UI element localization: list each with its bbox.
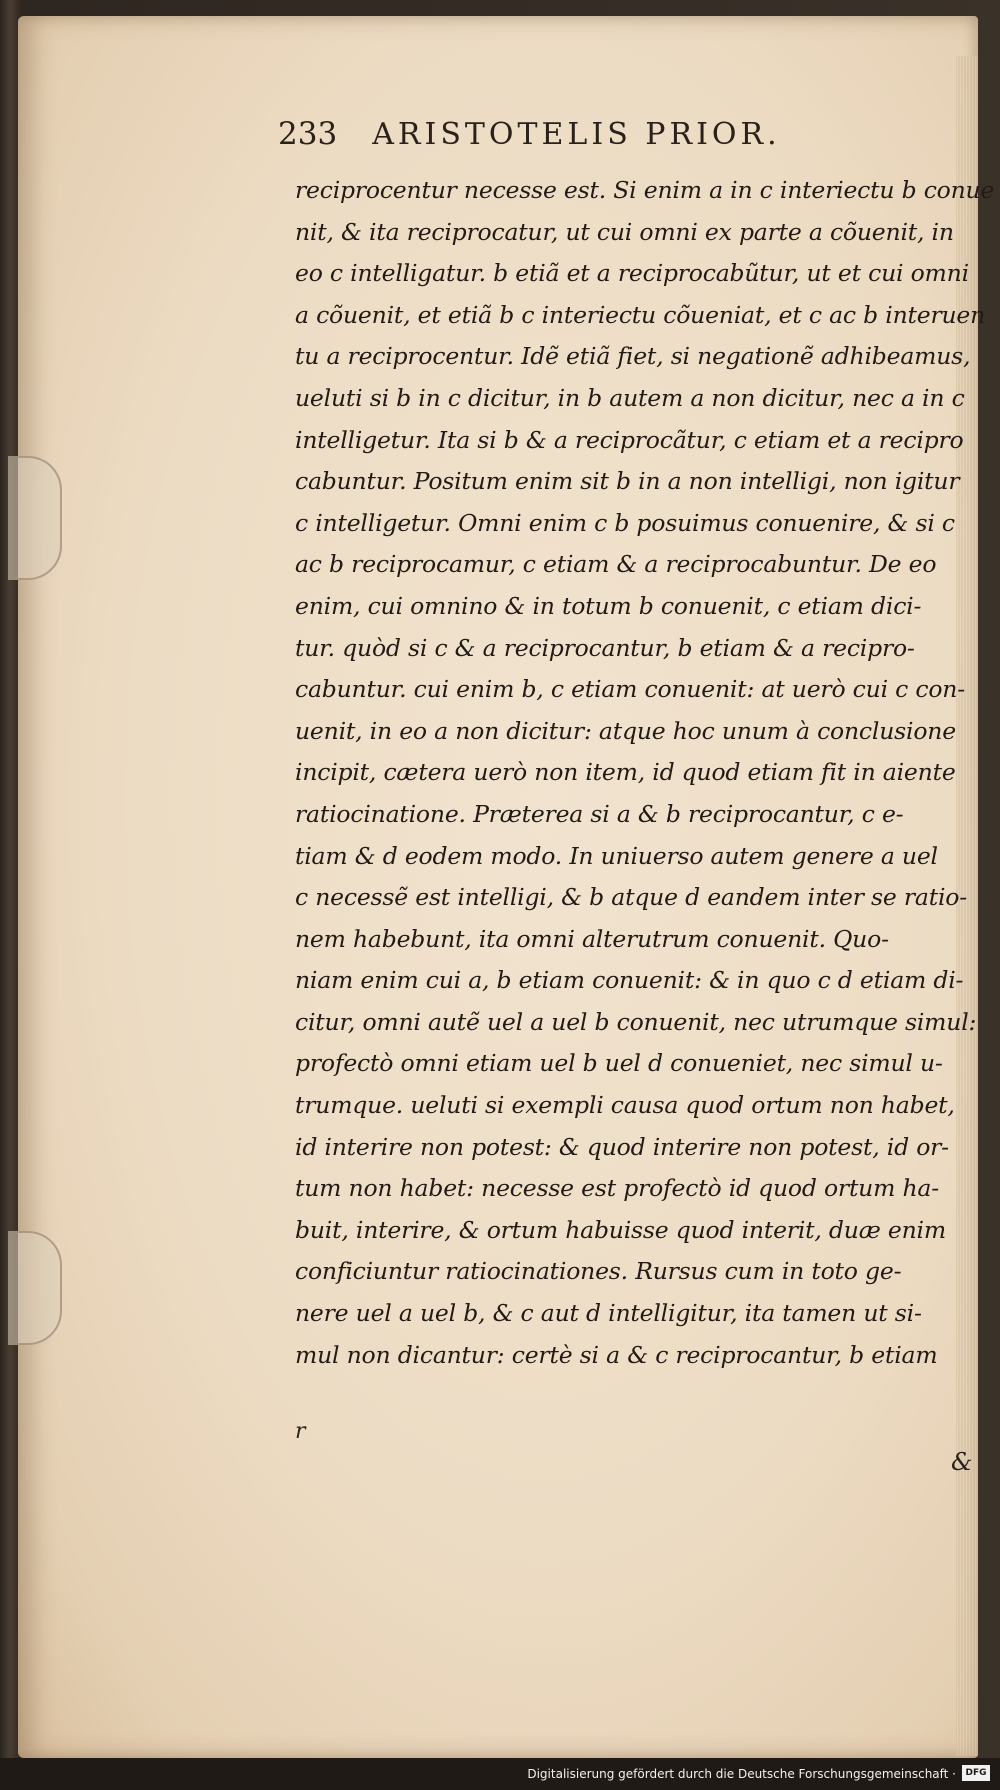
text-line: eo c intelligatur. b etiã et a reciprocabũtur, ut et cui omni xyxy=(295,259,969,288)
page-header xyxy=(278,116,878,166)
text-line: incipit, cætera uerò non item, id quod etiam fit in aiente xyxy=(295,758,956,787)
text-line: uenit, in eo a non dicitur: atque hoc unum à conclusione xyxy=(295,716,956,745)
text-line: intelligetur. Ita si b & a reciprocãtur, c etiam et a recipro xyxy=(295,425,964,454)
body-text xyxy=(295,170,995,1376)
text-line: profectò omni etiam uel b uel d conueniet, nec simul u- xyxy=(295,1049,943,1078)
text-line: reciprocentur necesse est. Si enim a in c interiectu b conue xyxy=(295,176,995,204)
text-line: trumque. ueluti si exempli causa quod ortum non habet, xyxy=(295,1091,955,1120)
running-title: ARISTOTELIS PRIOR. xyxy=(372,117,781,152)
binding-clip-bottom xyxy=(8,1231,62,1345)
page-number: 233 xyxy=(278,116,338,152)
text-line: buit, interire, & ortum habuisse quod interit, duæ enim xyxy=(295,1215,946,1244)
catchword: & xyxy=(951,1448,973,1476)
digitization-footer xyxy=(0,1758,1000,1790)
text-line: c necessẽ est intelligi, & b atque d eandem inter se ratio- xyxy=(295,883,967,912)
text-line: citur, omni autẽ uel a uel b conuenit, nec utrumque simul: xyxy=(295,1007,977,1036)
text-line: nit, & ita reciprocatur, ut cui omni ex parte a cõuenit, in xyxy=(295,217,954,246)
text-line: c intelligetur. Omni enim c b posuimus conuenire, & si c xyxy=(295,508,955,537)
text-line: nere uel a uel b, & c aut d intelligitur, ita tamen ut si- xyxy=(295,1299,922,1328)
text-line: niam enim cui a, b etiam conuenit: & in quo c d etiam di- xyxy=(295,966,964,995)
text-line: tu a reciprocentur. Idẽ etiã fiet, si negationẽ adhibeamus, xyxy=(295,342,971,371)
text-line: mul non dicantur: certè si a & c reciprocantur, b etiam xyxy=(295,1340,938,1369)
text-line: cabuntur. cui enim b, c etiam conuenit: at uerò cui c con- xyxy=(295,675,965,704)
text-line: enim, cui omnino & in totum b conuenit, c etiam dici- xyxy=(295,591,922,620)
text-line: nem habebunt, ita omni alterutrum conuenit. Quo- xyxy=(295,924,889,953)
signature-mark: r xyxy=(295,1419,306,1444)
text-line: tur. quòd si c & a reciprocantur, b etiam & a recipro- xyxy=(295,633,915,662)
text-line: ueluti si b in c dicitur, in b autem a non dicitur, nec a in c xyxy=(295,383,965,412)
binding-clip-top xyxy=(8,456,62,580)
text-line: id interire non potest: & quod interire non potest, id or- xyxy=(295,1132,949,1161)
funding-credit: Digitalisierung gefördert durch die Deutsche Forschungsgemeinschaft · xyxy=(527,1767,956,1781)
text-line: cabuntur. Positum enim sit b in a non intelligi, non igitur xyxy=(295,467,960,496)
text-line: conficiuntur ratiocinationes. Rursus cum in toto ge- xyxy=(295,1257,902,1286)
dfg-logo-icon: DFG xyxy=(962,1765,990,1781)
text-line: tum non habet: necesse est profectò id quod ortum ha- xyxy=(295,1174,939,1203)
text-line: tiam & d eodem modo. In uniuerso autem genere a uel xyxy=(295,841,938,870)
text-line: a cõuenit, et etiã b c interiectu cõueniat, et c ac b interuen xyxy=(295,300,986,329)
text-line: ac b reciprocamur, c etiam & a reciprocabuntur. De eo xyxy=(295,550,937,579)
text-line: ratiocinatione. Præterea si a & b reciprocantur, c e- xyxy=(295,799,904,828)
